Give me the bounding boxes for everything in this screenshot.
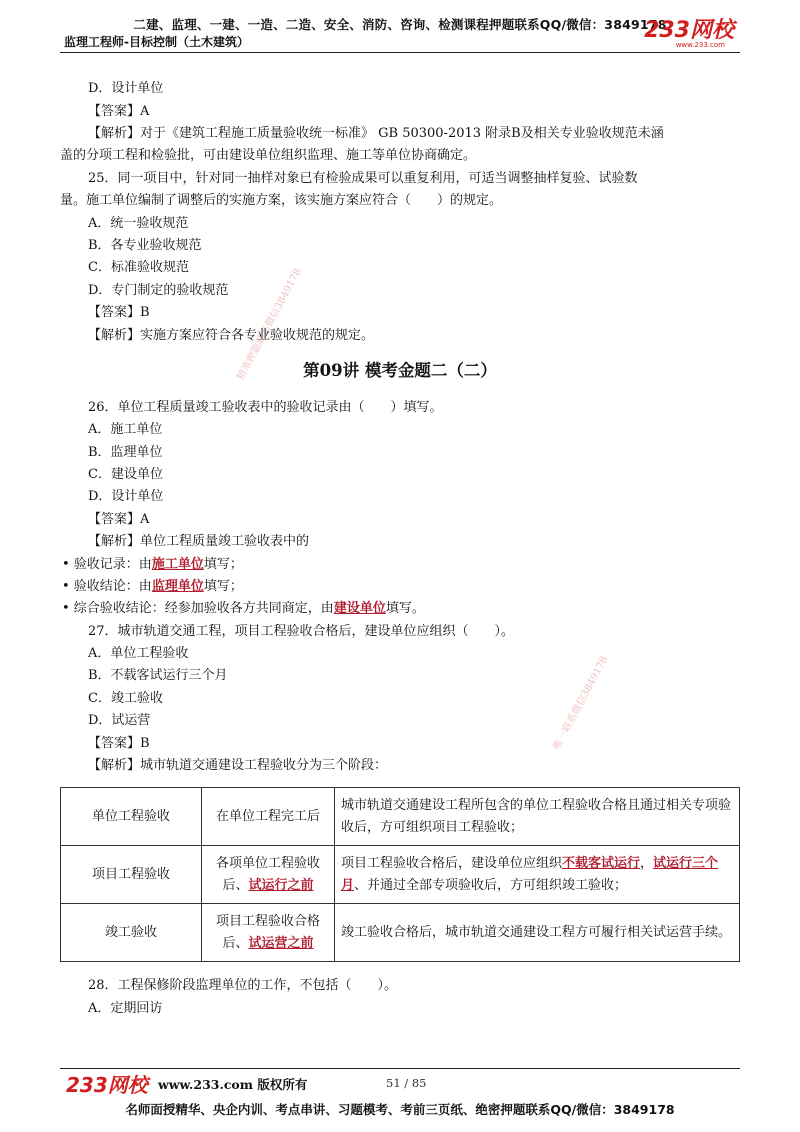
highlight-text: 施工单位 xyxy=(151,557,204,572)
option-a: A．统一验收规范 xyxy=(88,216,189,231)
footer-divider xyxy=(60,1068,740,1069)
option-d: D．试运营 xyxy=(88,713,151,728)
page-number: 51 / 85 xyxy=(386,1076,427,1090)
stage-name: 单位工程验收 xyxy=(61,788,202,846)
highlight-text: 试运行之前 xyxy=(248,877,314,893)
site-logo-url: www.233.com xyxy=(675,41,725,49)
footer-contact-line: 名师面授精华、央企内训、考点串讲、习题模考、考前三页纸、绝密押题联系QQ/微信：3849178 xyxy=(125,1102,675,1117)
option-b: B．监理单位 xyxy=(88,445,163,460)
section-title: 第09讲 模考金题二（二） xyxy=(303,361,497,380)
option-c: C．竣工验收 xyxy=(88,691,163,706)
option-c: C．建设单位 xyxy=(88,467,163,482)
stage-timing: 项目工程验收合格后、试运营之前 xyxy=(202,904,335,962)
option-a: A．定期回访 xyxy=(88,1001,163,1016)
stage-description: 竣工验收合格后，城市轨道交通建设工程方可履行相关试运营手续。 xyxy=(335,904,740,962)
header-divider xyxy=(60,52,740,53)
highlight-text: 不载客试运行 xyxy=(562,855,641,871)
footer-logo: 233网校 xyxy=(66,1073,148,1097)
highlight-text: 建设单位 xyxy=(333,601,386,616)
option-b: B．各专业验收规范 xyxy=(88,238,202,253)
option-b: B．不载客试运行三个月 xyxy=(88,668,228,683)
stage-name: 项目工程验收 xyxy=(61,846,202,904)
header-subtitle: 监理工程师-目标控制（土木建筑） xyxy=(64,35,249,49)
site-logo: 233网校 xyxy=(644,18,734,43)
header-contact-line: 二建、监理、一建、一造、二造、安全、消防、咨询、检测课程押题联系QQ/微信：3849178 xyxy=(133,17,667,32)
answer: 【答案】A xyxy=(88,104,150,119)
answer: 【答案】A xyxy=(88,512,150,527)
stage-description: 城市轨道交通建设工程所包含的单位工程验收合格且通过相关专项验收后，方可组织项目工程验收； xyxy=(335,788,740,846)
answer: 【答案】B xyxy=(88,736,150,751)
analysis-cont: 盖的分项工程和检验批，可由建设单位组织监理、施工等单位协商确定。 xyxy=(60,148,477,163)
question-28-stem: 28．工程保修阶段监理单位的工作，不包括（ ）。 xyxy=(88,978,398,993)
table-row xyxy=(61,846,740,904)
option-a: A．施工单位 xyxy=(88,422,163,437)
option-c: C．标准验收规范 xyxy=(88,260,189,275)
table-row xyxy=(61,904,740,962)
highlight-text: 试运营之前 xyxy=(248,935,314,951)
stage-name: 竣工验收 xyxy=(61,904,202,962)
stage-timing: 在单位工程完工后 xyxy=(202,788,335,846)
option-d: D．设计单位 xyxy=(88,81,164,96)
bullet-item: • 验收记录：由施工单位填写； xyxy=(62,557,243,572)
question-26-stem: 26．单位工程质量竣工验收表中的验收记录由（ ）填写。 xyxy=(88,400,443,415)
footer-copyright: www.233.com 版权所有 xyxy=(158,1077,308,1092)
watermark: 唯一联系微信3849178 xyxy=(551,654,611,753)
analysis: 【解析】实施方案应符合各专业验收规范的规定。 xyxy=(88,328,375,343)
answer: 【答案】B xyxy=(88,305,150,320)
question-27-stem: 27．城市轨道交通工程，项目工程验收合格后，建设单位应组织（ ）。 xyxy=(88,624,515,639)
option-d: D．专门制定的验收规范 xyxy=(88,283,229,298)
watermark: 精准押题联系微信3849178 xyxy=(235,266,304,383)
stage-description: 项目工程验收合格后，建设单位应组织不载客试运行，试运行三个月、并通过全部专项验收后，方可组织竣工验收； xyxy=(335,846,740,904)
bullet-item: • 验收结论：由监理单位填写； xyxy=(62,579,243,594)
table-row xyxy=(61,788,740,846)
highlight-text: 监理单位 xyxy=(151,579,204,594)
option-d: D．设计单位 xyxy=(88,489,164,504)
stage-timing: 各项单位工程验收后、试运行之前 xyxy=(202,846,335,904)
analysis: 【解析】城市轨道交通建设工程验收分为三个阶段： xyxy=(88,758,388,773)
option-a: A．单位工程验收 xyxy=(88,646,189,661)
bullet-item: • 综合验收结论：经参加验收各方共同商定，由建设单位填写。 xyxy=(62,601,425,616)
question-25-stem: 25．同一项目中，针对同一抽样对象已有检验成果可以重复利用，可适当调整抽样复验、试验数 xyxy=(88,171,638,186)
question-25-stem-cont: 量。施工单位编制了调整后的实施方案，该实施方案应符合（ ）的规定。 xyxy=(60,193,503,208)
acceptance-stage-table xyxy=(60,787,740,962)
analysis: 【解析】对于《建筑工程施工质量验收统一标准》 GB 50300-2013 附录B及相关专业验收规范未涵 xyxy=(88,126,664,141)
highlight-text: 试运行三个月 xyxy=(341,855,719,893)
analysis: 【解析】单位工程质量竣工验收表中的 xyxy=(88,534,310,549)
